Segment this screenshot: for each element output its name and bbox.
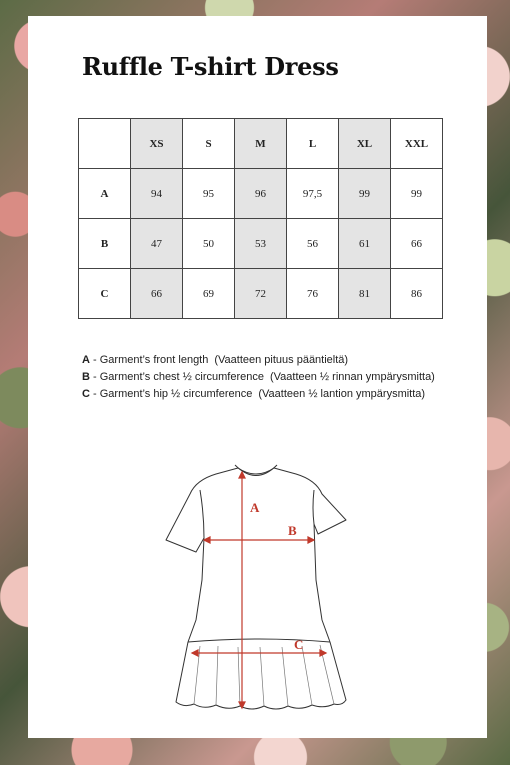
row-label: C <box>79 269 131 319</box>
table-row <box>79 219 443 269</box>
size-header: XL <box>339 119 391 169</box>
table-cell: 81 <box>339 269 391 319</box>
legend-key: A <box>82 354 90 366</box>
row-label: B <box>79 219 131 269</box>
table-row <box>79 269 443 319</box>
measure-b-label: B <box>288 523 297 538</box>
legend-item <box>82 369 435 386</box>
table-cell: 47 <box>131 219 183 269</box>
table-cell: 61 <box>339 219 391 269</box>
measure-b-arrow-right <box>308 537 314 543</box>
measure-c-label: C <box>294 637 304 652</box>
row-label: A <box>79 169 131 219</box>
size-table <box>78 118 443 319</box>
table-cell: 76 <box>287 269 339 319</box>
size-header: L <box>287 119 339 169</box>
measure-a-label: A <box>250 500 260 515</box>
legend-item <box>82 386 435 403</box>
legend-finnish: (Vaatteen ½ lantion ympärysmitta) <box>258 388 426 400</box>
legend-key: C <box>82 388 90 400</box>
sleeve-seam-left <box>200 490 204 538</box>
size-header: XXL <box>391 119 443 169</box>
measure-c-arrow-left <box>192 650 198 656</box>
dress-outline <box>166 468 346 642</box>
ruffle-folds <box>194 645 334 706</box>
table-cell: 99 <box>339 169 391 219</box>
legend-key: B <box>82 371 90 383</box>
neckline <box>238 468 274 474</box>
size-header-row <box>79 119 443 169</box>
table-cell: 97,5 <box>287 169 339 219</box>
dress-diagram <box>138 450 378 720</box>
size-header: M <box>235 119 287 169</box>
measure-b-arrow-left <box>204 537 210 543</box>
ruffle-seam <box>188 639 330 642</box>
measurement-legend <box>82 352 435 403</box>
table-cell: 72 <box>235 269 287 319</box>
table-corner <box>79 119 131 169</box>
size-header: S <box>183 119 235 169</box>
sleeve-seam-right <box>313 490 314 524</box>
size-chart-card <box>28 16 487 738</box>
table-cell: 94 <box>131 169 183 219</box>
table-cell: 99 <box>391 169 443 219</box>
table-cell: 53 <box>235 219 287 269</box>
legend-english: - Garment’s front length <box>89 354 209 366</box>
table-cell: 56 <box>287 219 339 269</box>
table-cell: 50 <box>183 219 235 269</box>
measure-c-arrow-right <box>320 650 326 656</box>
table-cell: 69 <box>183 269 235 319</box>
legend-english: - Garment’s hip ½ circumference <box>89 388 253 400</box>
table-cell: 86 <box>391 269 443 319</box>
legend-finnish: (Vaatteen pituus pääntieltä) <box>214 354 349 366</box>
table-row <box>79 169 443 219</box>
table-cell: 96 <box>235 169 287 219</box>
product-title: Ruffle T-shirt Dress <box>82 52 339 81</box>
measure-a-arrow-top <box>239 472 245 478</box>
legend-english: - Garment’s chest ½ circumference <box>89 371 264 383</box>
table-cell: 66 <box>131 269 183 319</box>
legend-item <box>82 352 435 369</box>
measure-a-arrow-bottom <box>239 702 245 708</box>
table-cell: 66 <box>391 219 443 269</box>
size-header: XS <box>131 119 183 169</box>
table-cell: 95 <box>183 169 235 219</box>
legend-finnish: (Vaatteen ½ rinnan ympärysmitta) <box>269 371 435 383</box>
